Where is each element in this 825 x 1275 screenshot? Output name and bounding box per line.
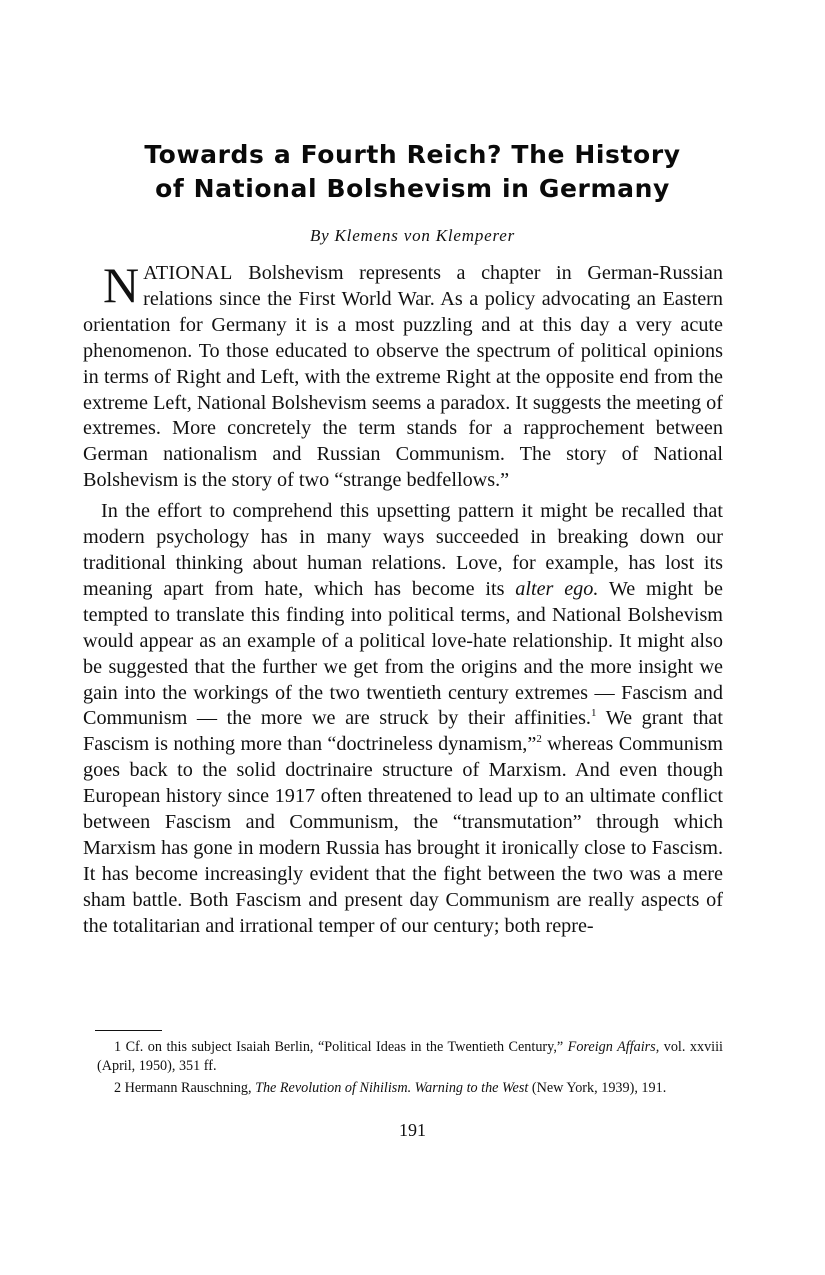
paragraph-2-text-d: whereas Communism goes back to the solid doctrinaire structure of Marxism. And even though European history since 1917 often threatened to lead up to an ultimate conflict between Fascism and Communism, the “transmutation” through which Marxism has gone in modern Russia has brought it ironically close to Fascism. It has become increasingly evident that the fight between the two was a mere sham battle. Both Fascism and present day Communism are really aspects of the totalitarian and irrational temper of our century; both repre-: [83, 733, 724, 937]
paragraph-2-text-a: In the effort to comprehend this upsetting pattern it might be recalled that modern psychology has in many ways succeeded in breaking down our traditional thinking about human relations. Love, for example, has lost its meaning apart from hate, which has become its: [83, 500, 723, 600]
article-body: [83, 257, 724, 940]
footnote-1-journal: Foreign Affairs,: [567, 1039, 660, 1055]
footnotes: [97, 1038, 723, 1102]
author-byline: By Klemens von Klemperer: [309, 226, 516, 245]
article-title-line-2: of National Bolshevism in Germany: [155, 174, 670, 203]
article-title: [100, 138, 725, 206]
footnote-ref-1[interactable]: 1: [590, 707, 597, 720]
paragraph-2-text-b: We might be tempted to translate this finding into political terms, and National Bolshevism would appear as an example of a political love-hate relationship. It might also be suggested that the further we get from the origins and the more insight we gain into the workings of the two twentieth century extremes — Fascism and Communism — the more we are struck by their affinities.: [83, 577, 723, 730]
footnote-1-text-a: Cf. on this subject Isaiah Berlin, “Political Ideas in the Twentieth Century,”: [121, 1039, 568, 1055]
footnote-ref-2[interactable]: 2: [536, 733, 542, 746]
drop-cap: N: [103, 257, 140, 313]
paragraph-2-text-c: We grant that Fascism is nothing more than “doctrineless dynamism,”: [83, 707, 723, 756]
footnote-1-text-b: vol. xxviii (April, 1950), 351 ff.: [97, 1039, 723, 1074]
footnote-2-text-b: (New York, 1939), 191.: [528, 1080, 667, 1096]
footnote-2-text-a: Hermann Rauschning,: [121, 1080, 256, 1096]
italic-phrase-alter-ego: alter ego.: [515, 577, 599, 600]
page-number: 191: [399, 1120, 426, 1140]
footnote-1-number: 1: [114, 1039, 122, 1055]
footnote-divider: [95, 1030, 162, 1031]
footnote-2-number: 2: [114, 1080, 122, 1096]
footnote-2: [97, 1079, 723, 1098]
footnote-1: [97, 1038, 723, 1075]
paragraph-1: [83, 257, 723, 494]
footnote-2-book-title: The Revolution of Nihilism. Warning to the West: [255, 1080, 529, 1096]
paragraph-1-text: Bolshevism represents a chapter in German-Russian relations since the First World War. As a policy advocating an Eastern orientation for Germany it is a most puzzling and at this day a very acute phenomenon. To those educated to observe the spectrum of political opinions in terms of Right and Left, with the extreme Right at the opposite end from the extreme Left, National Bolshevism seems a paradox. It suggests the meeting of extremes. More concretely the term stands for a rapprochement between German nationalism and Russian Communism. The story of National Bolshevism is the story of two “strange bedfellows.”: [83, 262, 723, 492]
paragraph-2: [83, 499, 723, 939]
article-title-line-1: Towards a Fourth Reich? The History: [144, 140, 681, 169]
lead-word: ATIONAL: [143, 262, 233, 284]
